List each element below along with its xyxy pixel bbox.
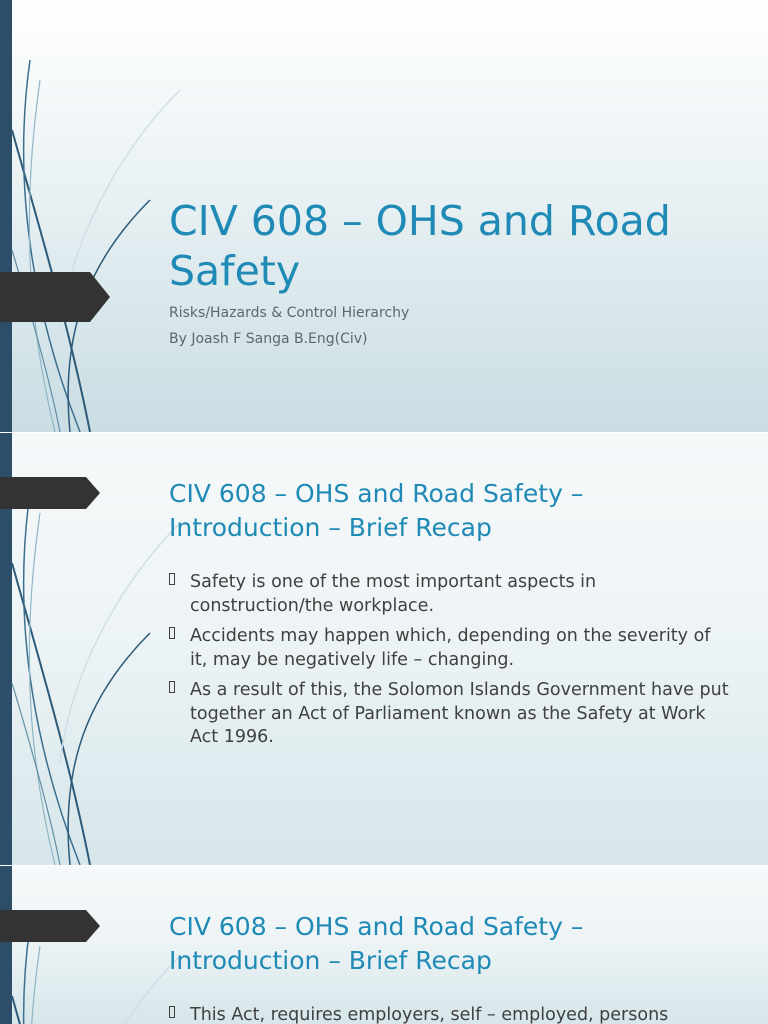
- bullet-marker-icon: [169, 1006, 175, 1018]
- slide-2-title: CIV 608 – OHS and Road Safety – Introduction – Brief Recap: [169, 479, 584, 542]
- bullet-item: Accidents may happen which, depending on the severity of it, may be negatively life – changing.: [169, 625, 729, 672]
- slide-3: [0, 866, 768, 1024]
- bullet-item: This Act, requires employers, self – employed, persons: [169, 1004, 729, 1024]
- slide-2-bullet-list: [169, 571, 729, 757]
- slide-tab-marker: [0, 477, 100, 509]
- slide-1-title: CIV 608 – OHS and Road Safety: [169, 197, 671, 295]
- slide-tab-marker: [0, 272, 110, 322]
- slide-tab-marker: [0, 910, 100, 942]
- slide-2: [0, 433, 768, 865]
- slide-1-author: By Joash F Sanga B.Eng(Civ): [169, 331, 368, 347]
- bullet-marker-icon: [169, 627, 175, 639]
- bullet-marker-icon: [169, 681, 175, 693]
- slide-1-subtitle: Risks/Hazards & Control Hierarchy: [169, 305, 410, 321]
- bullet-marker-icon: [169, 573, 175, 585]
- slide-3-bullet-list: [169, 1004, 729, 1024]
- slide-1: [0, 0, 768, 432]
- bullet-item: Safety is one of the most important aspects in construction/the workplace.: [169, 571, 729, 618]
- bullet-item: As a result of this, the Solomon Islands Government have put together an Act of Parliament known as the Safety at Work Act 1996.: [169, 679, 729, 750]
- slide-3-title: CIV 608 – OHS and Road Safety – Introduction – Brief Recap: [169, 912, 584, 975]
